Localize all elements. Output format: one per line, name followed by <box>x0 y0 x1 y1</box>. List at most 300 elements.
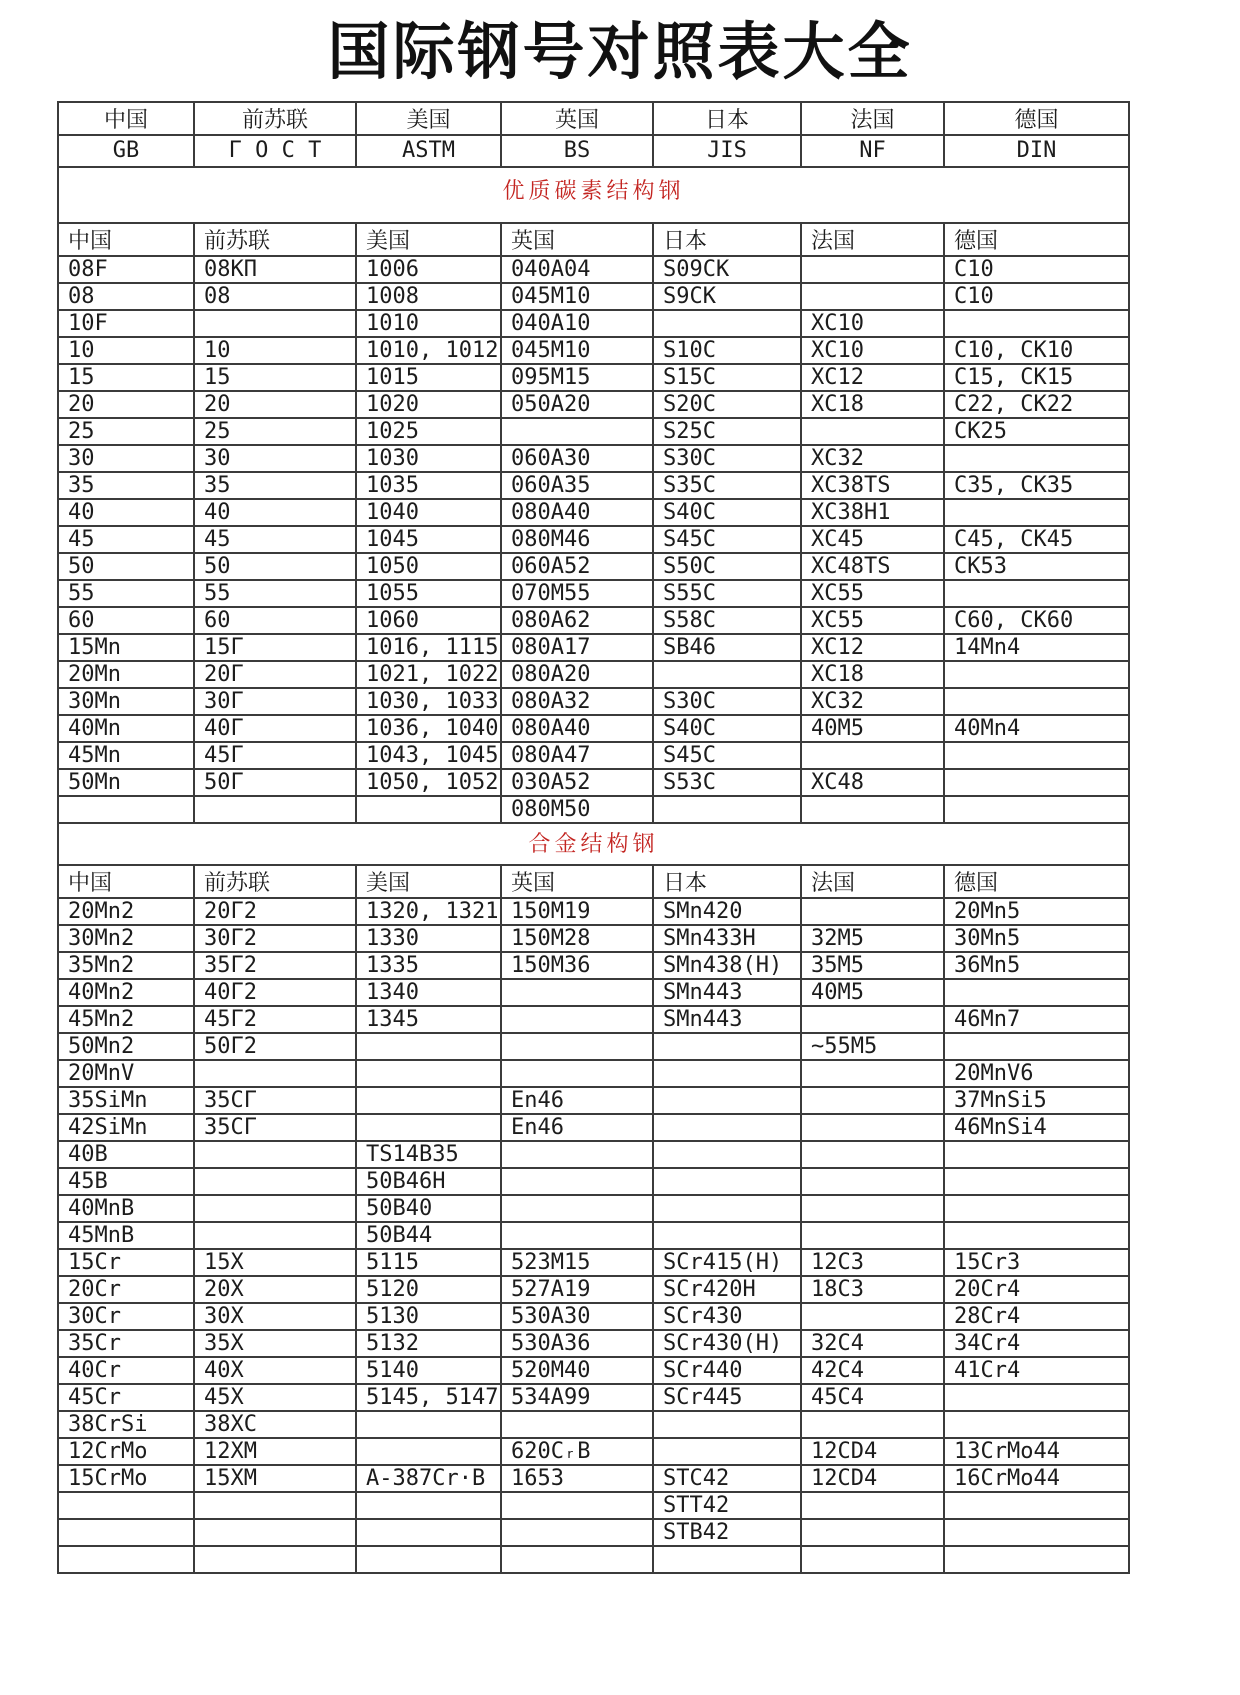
table-cell: 38CrSi <box>58 1411 194 1438</box>
table-row <box>58 1033 1129 1060</box>
table-cell: 1030 <box>356 445 501 472</box>
table-cell <box>194 1060 356 1087</box>
table-cell: 30Cr <box>58 1303 194 1330</box>
table-cell: 060A30 <box>501 445 653 472</box>
table-cell: SCr415(H) <box>653 1249 801 1276</box>
table-cell: SMn443 <box>653 979 801 1006</box>
table-row <box>58 580 1129 607</box>
table-cell: 1050, 1052 <box>356 769 501 796</box>
table-cell <box>653 1411 801 1438</box>
table-cell: SMn420 <box>653 898 801 925</box>
table-cell: 150M36 <box>501 952 653 979</box>
table-cell: 45Г2 <box>194 1006 356 1033</box>
table-cell: 1653 <box>501 1465 653 1492</box>
table-cell: S20C <box>653 391 801 418</box>
column-header-cell: 德国 <box>944 865 1129 898</box>
table-cell: 1055 <box>356 580 501 607</box>
table-cell <box>58 1492 194 1519</box>
table-cell: 530A36 <box>501 1330 653 1357</box>
table-body <box>58 167 1129 1573</box>
table-row <box>58 364 1129 391</box>
table-cell: 080M46 <box>501 526 653 553</box>
table-row <box>58 526 1129 553</box>
table-cell <box>944 1546 1129 1573</box>
table-cell <box>194 1195 356 1222</box>
table-cell: 080A47 <box>501 742 653 769</box>
table-cell: 150M19 <box>501 898 653 925</box>
table-cell <box>501 1141 653 1168</box>
table-cell: 40B <box>58 1141 194 1168</box>
table-cell: 08 <box>58 283 194 310</box>
table-cell <box>801 1114 944 1141</box>
table-cell: SMn433H <box>653 925 801 952</box>
column-header-cell: 法国 <box>801 865 944 898</box>
table-cell: 1010 <box>356 310 501 337</box>
column-header-cell: 美国 <box>356 223 501 256</box>
table-cell: 45 <box>58 526 194 553</box>
table-cell: 18C3 <box>801 1276 944 1303</box>
table-row <box>58 283 1129 310</box>
table-cell: 14Mn4 <box>944 634 1129 661</box>
table-cell <box>801 1087 944 1114</box>
table-cell: 150M28 <box>501 925 653 952</box>
table-cell: 40 <box>194 499 356 526</box>
table-cell: S30C <box>653 445 801 472</box>
table-cell: S35C <box>653 472 801 499</box>
table-cell: 5130 <box>356 1303 501 1330</box>
table-cell: STT42 <box>653 1492 801 1519</box>
table-cell: 1043, 1045 <box>356 742 501 769</box>
table-cell: SCr430(H) <box>653 1330 801 1357</box>
table-cell <box>194 1222 356 1249</box>
table-cell <box>501 979 653 1006</box>
table-row <box>58 742 1129 769</box>
table-cell: SCr420H <box>653 1276 801 1303</box>
table-cell: 30Mn <box>58 688 194 715</box>
table-cell: 1008 <box>356 283 501 310</box>
table-cell: 35X <box>194 1330 356 1357</box>
table-cell: 08 <box>194 283 356 310</box>
table-cell <box>653 1114 801 1141</box>
table-cell: 20Mn2 <box>58 898 194 925</box>
steel-grade-comparison-table <box>57 101 1130 1574</box>
table-cell: 060A52 <box>501 553 653 580</box>
table-cell: 28Cr4 <box>944 1303 1129 1330</box>
column-header-cell: 前苏联 <box>194 223 356 256</box>
table-cell: 030A52 <box>501 769 653 796</box>
table-cell: 1060 <box>356 607 501 634</box>
country-header-cell: 英国 <box>501 102 653 135</box>
page-title: 国际钢号对照表大全 <box>327 15 913 88</box>
table-cell: 1016, 1115 <box>356 634 501 661</box>
table-cell: 35SiMn <box>58 1087 194 1114</box>
table-cell: S09CK <box>653 256 801 283</box>
table-cell: STC42 <box>653 1465 801 1492</box>
table-cell: TS14B35 <box>356 1141 501 1168</box>
table-cell: 620CᵣB <box>501 1438 653 1465</box>
table-cell: 1010, 1012 <box>356 337 501 364</box>
table-cell <box>944 1222 1129 1249</box>
table-cell: C15, CK15 <box>944 364 1129 391</box>
table-cell <box>653 310 801 337</box>
country-header-cell: 前苏联 <box>194 102 356 135</box>
table-cell <box>356 1060 501 1087</box>
table-cell: 50Mn <box>58 769 194 796</box>
table-cell: XC12 <box>801 364 944 391</box>
section-title: 优质碳素结构钢 <box>58 167 1129 223</box>
table-cell <box>653 1195 801 1222</box>
table-cell <box>501 1519 653 1546</box>
table-cell: 55 <box>194 580 356 607</box>
standard-header-cell: ASTM <box>356 135 501 167</box>
table-cell: 50Г2 <box>194 1033 356 1060</box>
table-cell <box>801 283 944 310</box>
table-row <box>58 1384 1129 1411</box>
table-cell <box>944 1195 1129 1222</box>
table-cell: 45X <box>194 1384 356 1411</box>
table-cell: S9CK <box>653 283 801 310</box>
table-cell <box>58 1546 194 1573</box>
table-cell: CK53 <box>944 553 1129 580</box>
table-cell <box>944 1033 1129 1060</box>
table-cell: 41Cr4 <box>944 1357 1129 1384</box>
table-row <box>58 445 1129 472</box>
table-row <box>58 1303 1129 1330</box>
table-cell: 10 <box>58 337 194 364</box>
table-row <box>58 553 1129 580</box>
table-row <box>58 1195 1129 1222</box>
table-cell: S58C <box>653 607 801 634</box>
table-cell: 20Mn5 <box>944 898 1129 925</box>
table-cell <box>944 310 1129 337</box>
table-cell: 45B <box>58 1168 194 1195</box>
table-cell: 080A20 <box>501 661 653 688</box>
table-cell: 10 <box>194 337 356 364</box>
table-cell: 35СГ <box>194 1087 356 1114</box>
table-cell <box>58 796 194 823</box>
table-cell: 50 <box>58 553 194 580</box>
table-cell: 50Mn2 <box>58 1033 194 1060</box>
table-cell: 20X <box>194 1276 356 1303</box>
column-header-cell: 日本 <box>653 865 801 898</box>
table-cell: S50C <box>653 553 801 580</box>
table-cell <box>653 796 801 823</box>
table-cell <box>356 1519 501 1546</box>
table-cell: 20MnV <box>58 1060 194 1087</box>
table-cell: 080A40 <box>501 715 653 742</box>
column-header-cell: 德国 <box>944 223 1129 256</box>
table-cell: 1025 <box>356 418 501 445</box>
table-cell: C10, CK10 <box>944 337 1129 364</box>
table-cell: 60 <box>194 607 356 634</box>
table-cell: XC32 <box>801 688 944 715</box>
table-cell: 1320, 1321 <box>356 898 501 925</box>
table-cell <box>653 661 801 688</box>
table-cell: 40Mn2 <box>58 979 194 1006</box>
table-row <box>58 952 1129 979</box>
table-cell <box>194 310 356 337</box>
table-cell: 527A19 <box>501 1276 653 1303</box>
table-cell <box>501 1492 653 1519</box>
table-row <box>58 1546 1129 1573</box>
table-cell: 32C4 <box>801 1330 944 1357</box>
table-cell: 45 <box>194 526 356 553</box>
table-cell: 523M15 <box>501 1249 653 1276</box>
table-cell <box>653 1546 801 1573</box>
table-cell <box>501 1546 653 1573</box>
table-cell: 080A40 <box>501 499 653 526</box>
table-cell: 15 <box>194 364 356 391</box>
table-cell: 50 <box>194 553 356 580</box>
table-cell: 5115 <box>356 1249 501 1276</box>
table-cell <box>944 1141 1129 1168</box>
table-cell <box>801 1303 944 1330</box>
table-cell: SCr430 <box>653 1303 801 1330</box>
table-cell <box>801 1006 944 1033</box>
table-cell: S40C <box>653 715 801 742</box>
table-cell <box>501 1195 653 1222</box>
table-cell <box>194 1492 356 1519</box>
table-cell: 070M55 <box>501 580 653 607</box>
standard-header-row <box>58 135 1129 167</box>
table-cell: 25 <box>58 418 194 445</box>
table-cell: 1045 <box>356 526 501 553</box>
table-cell: 5140 <box>356 1357 501 1384</box>
table-cell: 530A30 <box>501 1303 653 1330</box>
table-cell: 08F <box>58 256 194 283</box>
table-cell: C22, CK22 <box>944 391 1129 418</box>
table-cell: 32M5 <box>801 925 944 952</box>
table-cell: 12XM <box>194 1438 356 1465</box>
table-cell: S53C <box>653 769 801 796</box>
table-cell: 20Mn <box>58 661 194 688</box>
table-row <box>58 1438 1129 1465</box>
table-cell: 1330 <box>356 925 501 952</box>
table-cell: 1006 <box>356 256 501 283</box>
table-cell: 37MnSi5 <box>944 1087 1129 1114</box>
table-cell <box>194 1519 356 1546</box>
table-cell: 40Г2 <box>194 979 356 1006</box>
table-cell: 46Mn7 <box>944 1006 1129 1033</box>
table-cell: 25 <box>194 418 356 445</box>
table-row <box>58 1060 1129 1087</box>
table-row <box>58 607 1129 634</box>
table-cell: XC38H1 <box>801 499 944 526</box>
table-cell: En46 <box>501 1087 653 1114</box>
table-row <box>58 1411 1129 1438</box>
table-cell: 5145, 5147 <box>356 1384 501 1411</box>
table-cell: 30 <box>194 445 356 472</box>
table-cell: 40M5 <box>801 979 944 1006</box>
table-cell <box>801 1492 944 1519</box>
table-cell: XC18 <box>801 391 944 418</box>
table-cell <box>944 1384 1129 1411</box>
table-cell: 34Cr4 <box>944 1330 1129 1357</box>
column-header-cell: 法国 <box>801 223 944 256</box>
table-cell: 42C4 <box>801 1357 944 1384</box>
table-cell: 1020 <box>356 391 501 418</box>
table-cell: 35Г2 <box>194 952 356 979</box>
table-cell: 5132 <box>356 1330 501 1357</box>
table-cell: 15 <box>58 364 194 391</box>
table-cell <box>194 1141 356 1168</box>
table-cell <box>801 1411 944 1438</box>
table-cell: 080A32 <box>501 688 653 715</box>
table-cell: SB46 <box>653 634 801 661</box>
table-cell: S15C <box>653 364 801 391</box>
table-cell <box>356 1492 501 1519</box>
table-cell: 1340 <box>356 979 501 1006</box>
column-header-cell: 英国 <box>501 865 653 898</box>
table-cell: 60 <box>58 607 194 634</box>
table-cell: 12CD4 <box>801 1438 944 1465</box>
table-cell <box>801 1546 944 1573</box>
table-cell: SCr440 <box>653 1357 801 1384</box>
table-row <box>58 1465 1129 1492</box>
table-cell <box>944 742 1129 769</box>
table-cell <box>801 1060 944 1087</box>
table-cell: S45C <box>653 526 801 553</box>
table-cell <box>501 1006 653 1033</box>
table-cell: 1335 <box>356 952 501 979</box>
table-row <box>58 391 1129 418</box>
table-cell: 040A04 <box>501 256 653 283</box>
table-cell <box>944 661 1129 688</box>
country-header-row <box>58 102 1129 135</box>
table-row <box>58 499 1129 526</box>
table-cell <box>356 1411 501 1438</box>
table-cell: 45C4 <box>801 1384 944 1411</box>
table-cell: A-387Cr·B <box>356 1465 501 1492</box>
table-cell: 15XM <box>194 1465 356 1492</box>
table-cell <box>944 1519 1129 1546</box>
table-row <box>58 1141 1129 1168</box>
table-cell: 20 <box>58 391 194 418</box>
table-cell: XC38TS <box>801 472 944 499</box>
table-cell <box>801 256 944 283</box>
table-cell: CK25 <box>944 418 1129 445</box>
table-cell <box>801 1168 944 1195</box>
table-cell <box>944 769 1129 796</box>
table-row <box>58 1276 1129 1303</box>
table-cell: XC18 <box>801 661 944 688</box>
table-cell: 30Mn2 <box>58 925 194 952</box>
table-cell: STB42 <box>653 1519 801 1546</box>
table-cell: 08КП <box>194 256 356 283</box>
table-cell: 35M5 <box>801 952 944 979</box>
table-cell: 1345 <box>356 1006 501 1033</box>
column-header-cell: 中国 <box>58 223 194 256</box>
table-cell: XC55 <box>801 607 944 634</box>
column-header-cell: 前苏联 <box>194 865 356 898</box>
table-cell <box>944 1411 1129 1438</box>
table-cell: XC12 <box>801 634 944 661</box>
table-row <box>58 1006 1129 1033</box>
table-cell: C45, CK45 <box>944 526 1129 553</box>
table-cell <box>653 1087 801 1114</box>
table-cell <box>356 1546 501 1573</box>
table-cell <box>356 796 501 823</box>
table-cell <box>801 418 944 445</box>
country-header-cell: 德国 <box>944 102 1129 135</box>
table-cell <box>944 445 1129 472</box>
table-cell <box>501 418 653 445</box>
table-cell: 50Г <box>194 769 356 796</box>
table-cell: 20 <box>194 391 356 418</box>
table-cell: 15CrMo <box>58 1465 194 1492</box>
table-row <box>58 310 1129 337</box>
table-cell: 35Cr <box>58 1330 194 1357</box>
standard-header-cell: JIS <box>653 135 801 167</box>
table-cell: 13CrMo44 <box>944 1438 1129 1465</box>
table-cell: 50B44 <box>356 1222 501 1249</box>
table-cell: 40M5 <box>801 715 944 742</box>
table-row <box>58 1222 1129 1249</box>
table-cell <box>944 979 1129 1006</box>
table-cell: 080A17 <box>501 634 653 661</box>
table-cell: En46 <box>501 1114 653 1141</box>
table-cell <box>501 1060 653 1087</box>
standard-header-cell: BS <box>501 135 653 167</box>
table-cell: ~55M5 <box>801 1033 944 1060</box>
table-row <box>58 796 1129 823</box>
table-cell: 45Mn <box>58 742 194 769</box>
table-cell <box>801 1519 944 1546</box>
table-cell: 30Mn5 <box>944 925 1129 952</box>
table-cell: 1036, 1040 <box>356 715 501 742</box>
standard-header-cell: GB <box>58 135 194 167</box>
table-cell <box>944 1168 1129 1195</box>
table-cell <box>944 1492 1129 1519</box>
table-row <box>58 1357 1129 1384</box>
section-title-row <box>58 167 1129 223</box>
table-row <box>58 1492 1129 1519</box>
table-cell: 35Mn2 <box>58 952 194 979</box>
table-cell <box>58 1519 194 1546</box>
table-cell: SMn438(H) <box>653 952 801 979</box>
table-cell: 30Г <box>194 688 356 715</box>
table-cell: 45Mn2 <box>58 1006 194 1033</box>
table-cell: 12CrMo <box>58 1438 194 1465</box>
table-cell <box>194 1168 356 1195</box>
table-cell: 045M10 <box>501 337 653 364</box>
table-row <box>58 256 1129 283</box>
table-cell: 040A10 <box>501 310 653 337</box>
table-cell: SMn443 <box>653 1006 801 1033</box>
table-cell: XC45 <box>801 526 944 553</box>
table-cell: 50B40 <box>356 1195 501 1222</box>
column-header-cell: 英国 <box>501 223 653 256</box>
table-row <box>58 769 1129 796</box>
table-cell: 42SiMn <box>58 1114 194 1141</box>
table-cell: 16CrMo44 <box>944 1465 1129 1492</box>
table-cell: 30Г2 <box>194 925 356 952</box>
table-cell: 35 <box>58 472 194 499</box>
table-cell: 1040 <box>356 499 501 526</box>
table-cell: C35, CK35 <box>944 472 1129 499</box>
table-cell: 35СГ <box>194 1114 356 1141</box>
table-cell: 40Mn4 <box>944 715 1129 742</box>
table-cell: 55 <box>58 580 194 607</box>
table-cell <box>944 688 1129 715</box>
table-row <box>58 1330 1129 1357</box>
table-cell: SCr445 <box>653 1384 801 1411</box>
table-cell <box>653 1222 801 1249</box>
table-cell: C10 <box>944 283 1129 310</box>
section-subheader-row <box>58 865 1129 898</box>
table-row <box>58 1168 1129 1195</box>
table-cell <box>944 796 1129 823</box>
